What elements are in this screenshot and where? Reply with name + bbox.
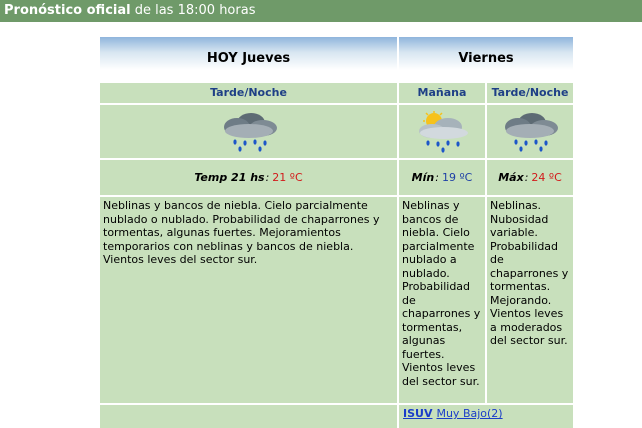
tomorrow-max-temperature <box>487 160 573 195</box>
tomorrow-morning-period: Mañana <box>399 83 485 103</box>
tomorrow-morning-description: Neblinas y bancos de niebla. Cielo parcialmente nublado a nublado. Probabilidad de chaparrones y tormentas, algunas fuertes. Vientos leves del sector sur. <box>399 197 485 403</box>
forecast-title-time: de las 18:00 horas <box>130 3 256 18</box>
isuv-link[interactable]: ISUV <box>403 407 433 420</box>
tomorrow-afternoon-icon-cell <box>487 105 573 158</box>
min-temp-separator: : <box>435 171 439 184</box>
today-description: Neblinas y bancos de niebla. Cielo parcialmente nublado o nublado. Probabilidad de chaparrones y tormentas, algunas fuertes. Mejoramientos temporarios con neblinas y bancos de niebla. Vientos leves del sector sur. <box>100 197 397 403</box>
today-temp-label: Temp 21 hs <box>194 171 265 184</box>
today-isuv-cell <box>100 405 397 428</box>
min-temp-label: Mín <box>411 171 435 184</box>
today-temperature <box>100 160 397 195</box>
isuv-row <box>399 405 573 428</box>
isuv-value-link[interactable]: Muy Bajo(2) <box>436 407 503 420</box>
cloud-rain-icon <box>217 111 281 153</box>
today-period: Tarde/Noche <box>100 83 397 103</box>
forecast-table <box>100 37 573 428</box>
today-heading: HOY Jueves <box>100 37 397 81</box>
sun-cloud-rain-icon <box>410 111 474 153</box>
tomorrow-heading: Viernes <box>399 37 573 81</box>
forecast-title-bar <box>0 0 642 22</box>
tomorrow-morning-icon-cell <box>399 105 485 158</box>
today-weather-icon-cell <box>100 105 397 158</box>
max-temp-separator: : <box>524 171 529 184</box>
tomorrow-afternoon-description: Neblinas. Nubosidad variable. Probabilidad de chaparrones y tormentas. Mejorando. Vientos leves a moderados del sector sur. <box>487 197 573 403</box>
today-temp-separator: : <box>265 171 270 184</box>
tomorrow-afternoon-period: Tarde/Noche <box>487 83 573 103</box>
max-temp-value: 24 ºC <box>531 171 562 184</box>
max-temp-label: Máx <box>498 171 524 184</box>
tomorrow-min-temperature <box>399 160 485 195</box>
forecast-title: Pronóstico oficial <box>4 3 131 18</box>
cloud-rain-icon <box>498 111 562 153</box>
today-temp-value: 21 ºC <box>272 171 303 184</box>
min-temp-value: 19 ºC <box>441 171 473 184</box>
